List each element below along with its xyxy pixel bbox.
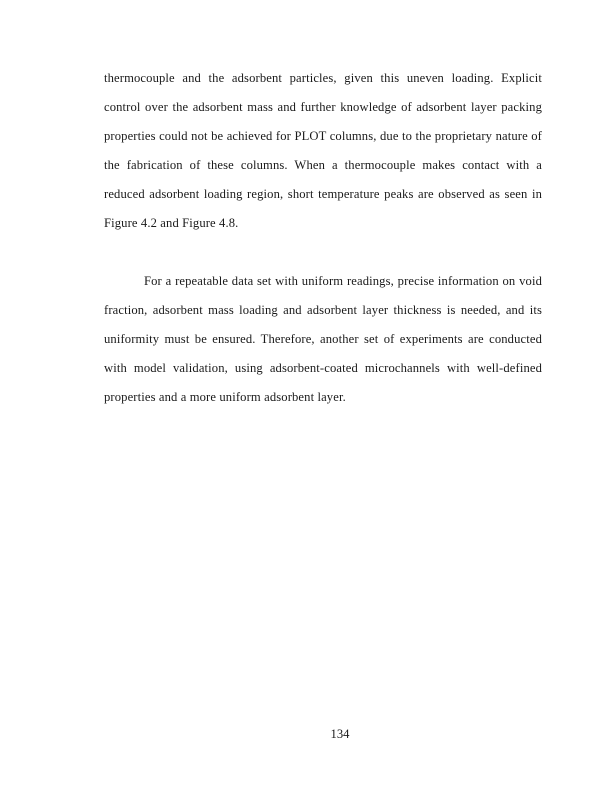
page-number: 134 [330, 727, 350, 741]
paragraph-spacer [104, 238, 542, 267]
paragraph-model-validation: For a repeatable data set with uniform readings, precise information on void fraction, adsorbent mass loading and adsorbent layer thickness is needed, and its uniformity must be ensured. Therefore, another set of experiments are conducted with model validation, using adsorbent-coated microchannels with well-defined properties and a more uniform adsorbent layer. [104, 274, 542, 404]
paragraph-continuation: thermocouple and the adsorbent particles, given this uneven loading. Explicit control over the adsorbent mass and further knowledge of adsorbent layer packing properties could not be achieved for PLOT columns, due to the proprietary nature of the fabrication of these columns. When a thermocouple makes contact with a reduced adsorbent loading region, short temperature peaks are observed as seen in Figure 4.2 and Figure 4.8. [104, 71, 542, 230]
body-text-block [104, 64, 542, 412]
